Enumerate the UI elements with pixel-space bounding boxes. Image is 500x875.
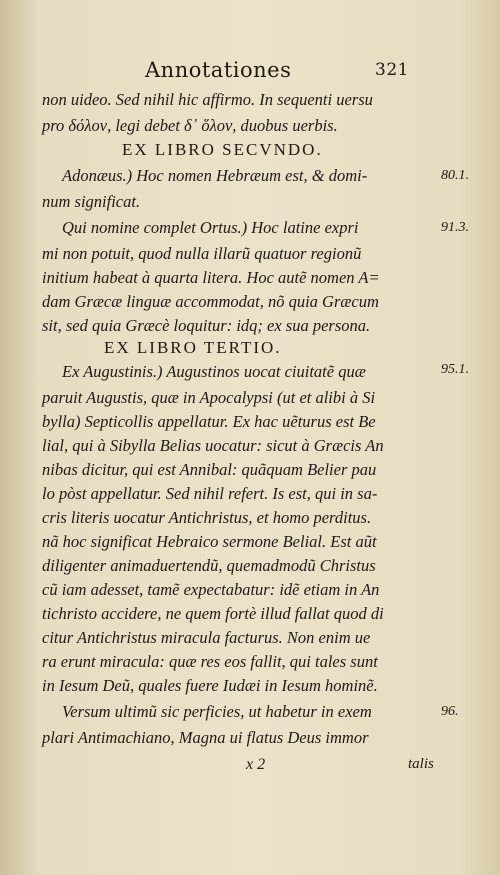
- text-line: pro δόλον, legi debet δ᾽ ὅλον, duobus uerbis.: [42, 116, 338, 135]
- text-line: sit, sed quia Græcè loquitur: idq; ex sua persona.: [42, 316, 371, 335]
- text-line: ra erunt miracula: quæ res eos fallit, qui tales sunt: [42, 652, 378, 671]
- text-line: tichristo accidere, ne quem fortè illud fallat quod di: [42, 604, 384, 623]
- text-line: diligenter animaduertendũ, quemadmodũ Christus: [42, 556, 376, 575]
- text-line: Versum ultimũ sic perficies, ut habetur in exem: [62, 702, 372, 721]
- text-line: cũ iam adesset, tamẽ expectabatur: idẽ etiam in An: [42, 580, 380, 599]
- text-line: in Iesum Deũ, quales fuere Iudæi in Iesum hominẽ.: [42, 676, 378, 695]
- margin-note: 96.: [441, 704, 459, 719]
- text-line: lo pòst appellatur. Sed nihil refert. Is est, qui in sa-: [42, 484, 378, 503]
- section-heading: EX LIBRO SECVNDO.: [122, 140, 323, 159]
- text-line: plari Antimachiano, Magna ui flatus Deus immor: [42, 728, 369, 747]
- page-number: 321: [375, 60, 409, 80]
- running-header: [145, 58, 465, 82]
- text-line: num significat.: [42, 192, 141, 211]
- text-line: Adonæus.) Hoc nomen Hebræum est, & domi-: [62, 166, 368, 185]
- text-line: nã hoc significat Hebraico sermone Belial. Est aũt: [42, 532, 377, 551]
- text-line: lial, qui à Sibylla Belias uocatur: sicut à Græcis An: [42, 436, 384, 455]
- margin-note: 95.1.: [441, 362, 469, 377]
- text-line: cris literis uocatur Antichristus, et homo perditus.: [42, 508, 372, 527]
- text-line: initium habeat à quarta litera. Hoc autẽ nomen A=: [42, 268, 380, 287]
- text-line: paruit Augustis, quæ in Apocalypsi (ut et alibi à Si: [42, 388, 376, 407]
- text-line: mi non potuit, quod nulla illarũ quatuor regionũ: [42, 244, 362, 263]
- margin-note: 91.3.: [441, 220, 469, 235]
- text-line: citur Antichristus miracula facturus. Non enim ue: [42, 628, 371, 647]
- running-title: Annotationes: [145, 58, 292, 82]
- catchword: talis: [408, 756, 434, 772]
- text-line: nibas dicitur, qui est Annibal: quãquam Belier pau: [42, 460, 377, 479]
- text-line: dam Græcæ linguæ accommodat, nõ quia Græcum: [42, 292, 379, 311]
- signature-mark: x 2: [246, 756, 266, 773]
- section-heading: EX LIBRO TERTIO.: [104, 338, 282, 357]
- margin-note: 80.1.: [441, 168, 469, 183]
- text-line: bylla) Septicollis appellatur. Ex hac uẽturus est Be: [42, 412, 376, 431]
- text-line: Qui nomine complet Ortus.) Hoc latine expri: [62, 218, 359, 237]
- text-line: non uideo. Sed nihil hic affirmo. In sequenti uersu: [42, 90, 373, 109]
- text-line: Ex Augustinis.) Augustinos uocat ciuitatẽ quæ: [62, 362, 366, 381]
